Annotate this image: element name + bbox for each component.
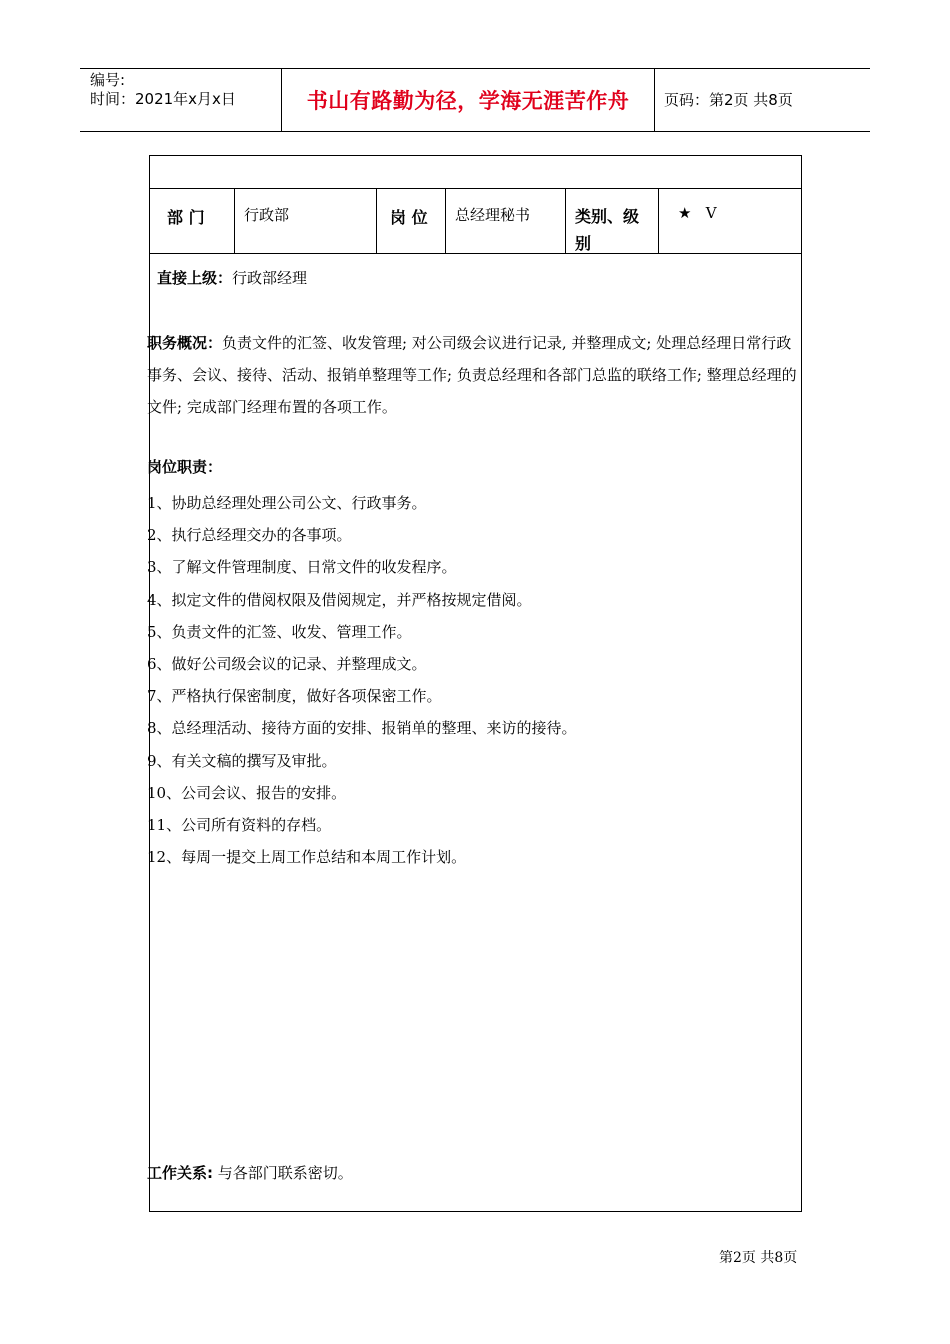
cell-divider — [445, 189, 446, 253]
cell-divider — [565, 189, 566, 253]
overview-label: 职务概况： — [147, 334, 223, 352]
footer-page-info: 第2页 共8页 — [719, 1250, 798, 1266]
supervisor-value: 行政部经理 — [232, 269, 308, 287]
cell-divider — [376, 189, 377, 253]
cell-divider — [658, 189, 659, 253]
header-meta — [90, 71, 236, 109]
category-label-line1: 类别、级 — [575, 207, 640, 226]
header-divider — [654, 69, 655, 131]
list-item: 10、公司会议、报告的安排。 — [147, 783, 347, 802]
position-value: 总经理秘书 — [455, 206, 531, 224]
list-item: 11、公司所有资料的存档。 — [147, 815, 332, 834]
job-description-form — [149, 155, 802, 1212]
relations-line — [147, 1162, 353, 1183]
overview-paragraph — [147, 327, 801, 423]
list-item: 1、协助总经理处理公司公文、行政事务。 — [147, 494, 427, 512]
category-label-line2: 别 — [575, 234, 592, 253]
list-item: 8、总经理活动、接待方面的安排、报销单的整理、来访的接待。 — [147, 719, 577, 738]
page-header — [80, 68, 870, 132]
list-item: 7、严格执行保密制度，做好各项保密工作。 — [147, 687, 442, 706]
header-time: 时间：2021年x月x日 — [90, 90, 236, 108]
supervisor-label: 直接上级： — [157, 269, 233, 287]
list-item: 6、做好公司级会议的记录、并整理成文。 — [147, 654, 427, 673]
cell-divider — [234, 189, 235, 253]
category-value: ★ V — [678, 204, 717, 222]
list-item: 4、拟定文件的借阅权限及借阅规定，并严格按规定借阅。 — [147, 590, 532, 609]
list-item: 2、执行总经理交办的各事项。 — [147, 526, 352, 545]
list-item: 12、每周一提交上周工作总结和本周工作计划。 — [147, 848, 467, 867]
duties-list — [147, 487, 577, 873]
header-motto: 书山有路勤为径，学海无涯苦作舟 — [306, 89, 630, 113]
relations-value: 与各部门联系密切。 — [217, 1164, 353, 1182]
duties-label: 岗位职责： — [147, 458, 223, 476]
form-blank-row — [150, 156, 801, 189]
form-info-row — [150, 189, 801, 254]
relations-label: 工作关系: — [147, 1164, 213, 1182]
overview-text: 负责文件的汇签、收发管理; 对公司级会议进行记录, 并整理成文; 处理总经理日常行政事务、会议、接待、活动、报销单整理等工作; 负责总经理和各部门总监的联络工作; 整理总经理的文件; 完成部门经理布置的各项工作。 — [147, 334, 797, 416]
list-item: 9、有关文稿的撰写及审批。 — [147, 751, 337, 770]
list-item: 3、了解文件管理制度、日常文件的收发程序。 — [147, 558, 457, 577]
header-page-info: 页码：第2页 共8页 — [664, 91, 793, 109]
supervisor-line — [157, 267, 307, 288]
list-item: 5、负责文件的汇签、收发、管理工作。 — [147, 622, 412, 641]
position-label: 岗 位 — [390, 208, 428, 227]
dept-value: 行政部 — [244, 206, 290, 224]
dept-label: 部 门 — [167, 208, 205, 227]
header-number: 编号: — [90, 71, 126, 89]
category-label — [575, 203, 639, 257]
